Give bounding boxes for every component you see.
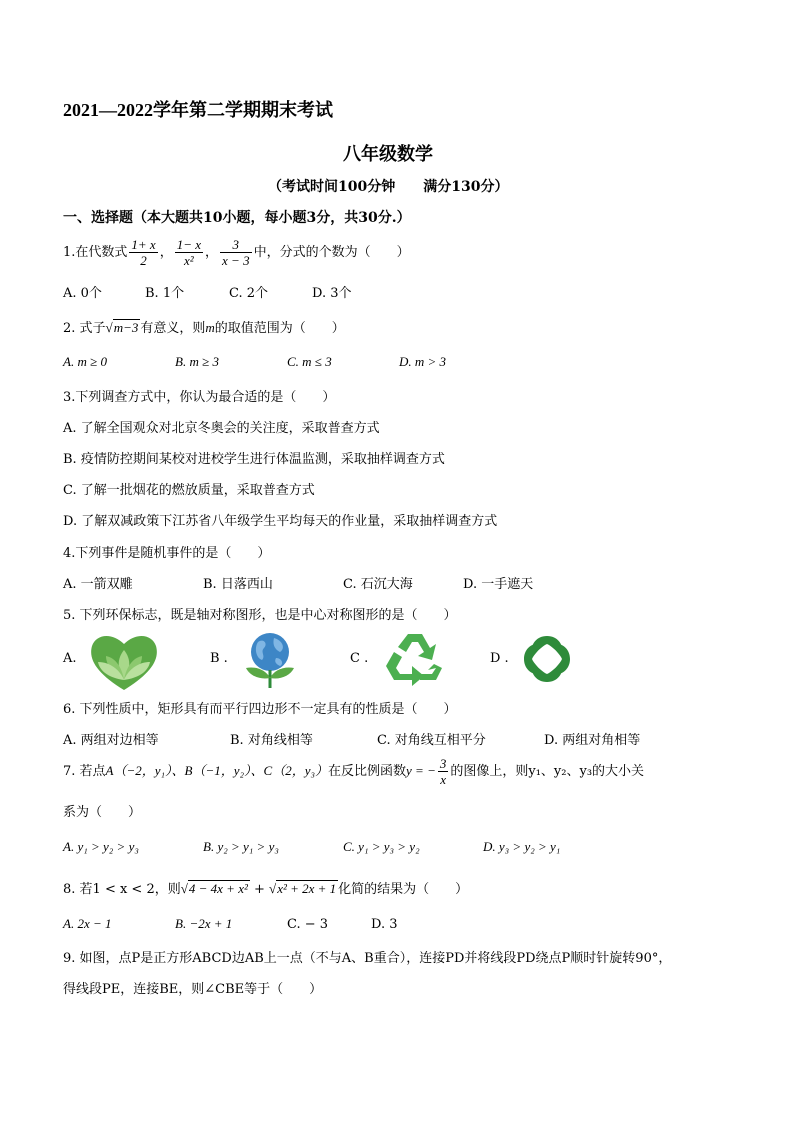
q1-option-d[interactable]: D. 3个 <box>312 286 352 301</box>
q3-option-d[interactable]: D. 了解双减政策下江苏省八年级学生平均每天的作业量，采取抽样调查方式 <box>63 514 498 529</box>
q3-option-b[interactable]: B. 疫情防控期间某校对进校学生进行体温监测，采取抽样调查方式 <box>63 452 445 467</box>
q5-label-c[interactable]: C . <box>350 651 369 666</box>
question-3: 3.下列调查方式中，你认为最合适的是（ ） <box>63 390 336 405</box>
globe-sprout-icon[interactable] <box>240 630 300 690</box>
q4-options <box>63 573 533 592</box>
q7-fraction: $\frac{3}{x}$ <box>439 756 447 787</box>
q1-option-c[interactable]: C. 2个 <box>229 286 269 301</box>
q8-option-a[interactable]: A. 2x − 1 <box>63 916 112 931</box>
fraction-3: $\frac{3}{x - 3}$ <box>222 237 250 268</box>
sqrt-expression-2: √x² + 2x + 1 <box>269 881 337 896</box>
question-2: 2. 式子√m−3 有意义，则m的取值范围为（ ） <box>63 320 345 336</box>
q4-option-c[interactable]: C. 石沉大海 <box>343 577 413 592</box>
q2-option-b[interactable]: B. m ≥ 3 <box>175 354 219 369</box>
q6-option-b[interactable]: B. 对角线相等 <box>230 733 313 748</box>
q7-option-b[interactable]: B. y₂ > y₁ > y₃ <box>203 839 279 854</box>
q7-options <box>63 839 560 855</box>
q6-option-a[interactable]: A. 两组对边相等 <box>63 733 159 748</box>
q7-option-c[interactable]: C. y₁ > y₃ > y₂ <box>343 839 420 854</box>
q4-option-a[interactable]: A. 一箭双雕 <box>63 577 133 592</box>
q5-label-b[interactable]: B . <box>210 651 228 666</box>
question-5: 5. 下列环保标志，既是轴对称图形，也是中心对称图形的是（ ） <box>63 608 457 623</box>
fraction-2: $\frac{1- x}{\text{x²}}$ <box>176 237 202 268</box>
q7-option-a[interactable]: A. y₁ > y₂ > y₃ <box>63 839 139 854</box>
section-heading: 一、选择题（本大题共10小题，每小题3分，共30分.） <box>63 210 411 226</box>
exam-title: 2021—2022学年第二学期期末考试 <box>63 100 333 120</box>
sqrt-expression: √m−3 <box>105 320 139 335</box>
q8-options <box>63 916 398 932</box>
exam-info: （考试时间100分钟 满分130分） <box>268 179 509 195</box>
q4-option-d[interactable]: D. 一手遮天 <box>463 577 534 592</box>
q8-option-c[interactable]: C. − 3 <box>287 917 329 932</box>
question-7: 7. 若点A（−2，y₁）、B（−1，y₂）、C（2，y₃）在反比例函数y = − $\frac{3}{x}$ 的图像上，则y₁、y₂、y₃的大小关 <box>63 756 645 787</box>
q5-label-d[interactable]: D . <box>490 651 509 666</box>
q7-option-d[interactable]: D. y₃ > y₂ > y₁ <box>483 839 561 854</box>
q6-options <box>63 729 640 748</box>
question-9-cont: 得线段PE，连接BE，则∠CBE等于（ ） <box>63 982 323 997</box>
q2-options <box>63 354 446 370</box>
q3-option-a[interactable]: A. 了解全国观众对北京冬奥会的关注度，采取普查方式 <box>63 421 380 436</box>
question-7-cont: 系为（ ） <box>63 805 142 820</box>
recycle-icon[interactable] <box>384 630 446 688</box>
q1-option-b[interactable]: B. 1个 <box>145 286 185 301</box>
q1-option-a[interactable]: A. 0个 <box>63 286 102 301</box>
q4-option-b[interactable]: B. 日落西山 <box>203 577 273 592</box>
q6-option-c[interactable]: C. 对角线互相平分 <box>377 733 486 748</box>
q2-option-d[interactable]: D. m > 3 <box>399 354 447 369</box>
q6-option-d[interactable]: D. 两组对角相等 <box>544 733 641 748</box>
q5-label-a[interactable]: A. <box>63 651 77 666</box>
q8-option-b[interactable]: B. −2x + 1 <box>175 916 233 931</box>
sqrt-expression-1: √4 − 4x + x² <box>180 881 248 896</box>
heart-leaves-icon[interactable] <box>88 630 160 692</box>
question-8: 8. 若1 < x < 2，则√4 − 4x + x² + √x² + 2x + 1 化简的结果为（ ） <box>63 881 469 897</box>
question-4: 4.下列事件是随机事件的是（ ） <box>63 546 271 561</box>
q2-option-c[interactable]: C. m ≤ 3 <box>287 354 332 369</box>
question-1: 1.在代数式 $\frac{1+ x}{2}$ ， $\frac{1- x}{\text{x²}}$ ， $\frac{3}{x - 3}$ 中，分式的个数为（ ） <box>63 237 410 268</box>
subject-title: 八年级数学 <box>343 144 433 164</box>
q8-option-d[interactable]: D. 3 <box>371 917 398 932</box>
q2-option-a[interactable]: A. m ≥ 0 <box>63 354 107 369</box>
four-leaf-icon[interactable] <box>522 634 572 684</box>
q1-options <box>63 282 352 301</box>
q3-option-c[interactable]: C. 了解一批烟花的燃放质量，采取普查方式 <box>63 483 315 498</box>
question-6: 6. 下列性质中，矩形具有而平行四边形不一定具有的性质是（ ） <box>63 702 457 717</box>
question-9: 9. 如图，点P是正方形ABCD边AB上一点（不与A、B重合），连接PD并将线段PD绕点P顺时针旋转90°， <box>63 951 672 966</box>
q7-points: A（−2，y₁）、B（−1，y₂）、C（2，y₃） <box>105 763 329 778</box>
fraction-1: $\frac{1+ x}{2}$ <box>131 237 156 268</box>
